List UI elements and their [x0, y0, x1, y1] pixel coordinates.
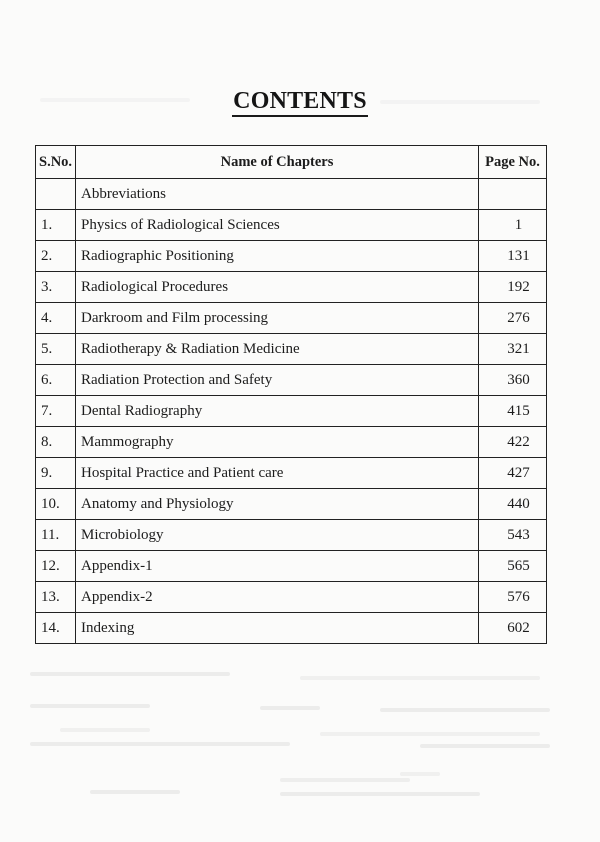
table-row [36, 427, 547, 458]
row-page-number: 415 [479, 396, 547, 427]
header-page-number: Page No. [479, 146, 547, 179]
table-row [36, 334, 547, 365]
row-chapter-name: Physics of Radiological Sciences [76, 210, 479, 241]
row-chapter-name: Abbreviations [76, 179, 479, 210]
header-chapter-name: Name of Chapters [76, 146, 479, 179]
table-row [36, 520, 547, 551]
row-serial-number: 2. [36, 241, 76, 272]
row-serial-number: 13. [36, 582, 76, 613]
header-serial-number: S.No. [36, 146, 76, 179]
row-page-number: 602 [479, 613, 547, 644]
row-chapter-name: Hospital Practice and Patient care [76, 458, 479, 489]
row-serial-number: 11. [36, 520, 76, 551]
row-page-number: 276 [479, 303, 547, 334]
table-row [36, 551, 547, 582]
row-page-number: 1 [479, 210, 547, 241]
table-row [36, 365, 547, 396]
row-serial-number: 3. [36, 272, 76, 303]
row-page-number: 321 [479, 334, 547, 365]
row-page-number: 422 [479, 427, 547, 458]
row-serial-number: 6. [36, 365, 76, 396]
table-row [36, 179, 547, 210]
row-chapter-name: Radiological Procedures [76, 272, 479, 303]
table-row [36, 210, 547, 241]
table-header-row [36, 146, 547, 179]
row-serial-number: 14. [36, 613, 76, 644]
row-page-number: 360 [479, 365, 547, 396]
row-serial-number: 1. [36, 210, 76, 241]
contents-title: CONTENTS [232, 88, 368, 117]
row-page-number: 565 [479, 551, 547, 582]
row-chapter-name: Mammography [76, 427, 479, 458]
contents-heading [0, 88, 600, 117]
row-serial-number: 4. [36, 303, 76, 334]
row-chapter-name: Appendix-2 [76, 582, 479, 613]
row-page-number: 543 [479, 520, 547, 551]
table-row [36, 241, 547, 272]
table-row [36, 458, 547, 489]
table-row [36, 396, 547, 427]
row-serial-number: 9. [36, 458, 76, 489]
row-serial-number: 10. [36, 489, 76, 520]
table-row [36, 613, 547, 644]
row-chapter-name: Microbiology [76, 520, 479, 551]
row-chapter-name: Anatomy and Physiology [76, 489, 479, 520]
row-chapter-name: Dental Radiography [76, 396, 479, 427]
row-page-number [479, 179, 547, 210]
row-page-number: 192 [479, 272, 547, 303]
table-row [36, 489, 547, 520]
row-page-number: 427 [479, 458, 547, 489]
row-page-number: 440 [479, 489, 547, 520]
table-row [36, 272, 547, 303]
contents-table [35, 145, 547, 644]
row-chapter-name: Radiotherapy & Radiation Medicine [76, 334, 479, 365]
row-serial-number [36, 179, 76, 210]
row-chapter-name: Radiographic Positioning [76, 241, 479, 272]
row-chapter-name: Darkroom and Film processing [76, 303, 479, 334]
row-chapter-name: Appendix-1 [76, 551, 479, 582]
row-chapter-name: Radiation Protection and Safety [76, 365, 479, 396]
row-serial-number: 7. [36, 396, 76, 427]
table-row [36, 303, 547, 334]
row-serial-number: 5. [36, 334, 76, 365]
row-serial-number: 8. [36, 427, 76, 458]
row-chapter-name: Indexing [76, 613, 479, 644]
row-page-number: 576 [479, 582, 547, 613]
row-page-number: 131 [479, 241, 547, 272]
table-row [36, 582, 547, 613]
row-serial-number: 12. [36, 551, 76, 582]
